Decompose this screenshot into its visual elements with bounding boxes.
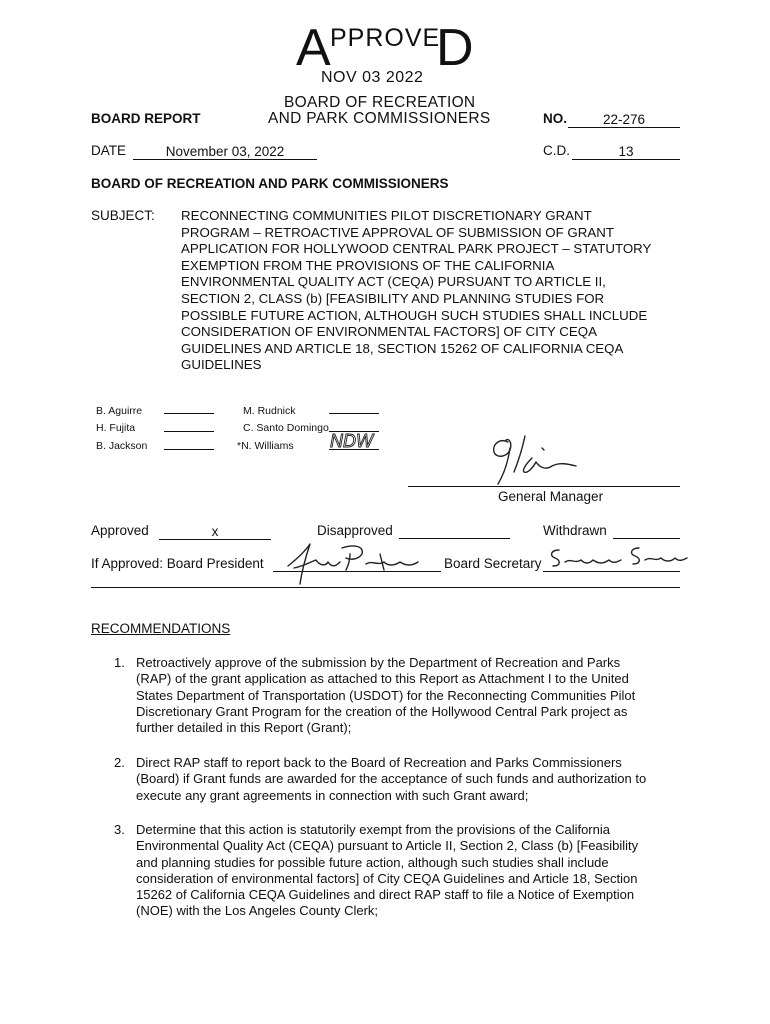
recommendation-item xyxy=(114,755,680,804)
subject-line: CONSIDERATION OF ENVIRONMENTAL FACTORS] OF CITY CEQA xyxy=(181,324,597,340)
approved-label: Approved xyxy=(91,523,149,538)
subject-line: EXEMPTION FROM THE PROVISIONS OF THE CALIFORNIA xyxy=(181,257,555,273)
recommendation-number: 3. xyxy=(114,822,125,837)
recommendation-line: further detailed in this Report (Grant); xyxy=(136,720,352,736)
general-manager-line xyxy=(408,486,680,487)
report-number-value: 22-276 xyxy=(568,112,680,128)
recommendation-line: (NOE) with the Los Angeles County Clerk; xyxy=(136,903,379,919)
recommendation-line: States Department of Transportation (USDOT) for the Reconnecting Communities Pilot xyxy=(136,687,636,703)
stamp-board-line1: BOARD OF RECREATION xyxy=(284,94,476,111)
commissioner-rudnick: M. Rudnick xyxy=(243,405,296,417)
recommendation-line: Environmental Quality Act (CEQA) pursuant to Article II, Section 2, Class (b) [Feasibility xyxy=(136,838,639,854)
subject-line: POSSIBLE FUTURE ACTION, ALTHOUGH SUCH STUDIES SHALL INCLUDE xyxy=(181,307,648,323)
disapproved-label: Disapproved xyxy=(317,523,393,538)
withdrawn-label: Withdrawn xyxy=(543,523,607,538)
vote-blank xyxy=(164,431,214,432)
general-manager-label: General Manager xyxy=(498,489,604,504)
board-secretary-label: Board Secretary xyxy=(444,556,542,571)
recommendation-line: consideration of environmental factors] of City CEQA Guidelines and Article 18, Section xyxy=(136,870,638,886)
board-title: BOARD OF RECREATION AND PARK COMMISSIONERS xyxy=(91,176,449,191)
commissioner-santo-domingo: C. Santo Domingo xyxy=(243,422,329,434)
date-label: DATE xyxy=(91,143,127,158)
recommendation-line: Direct RAP staff to report back to the Board of Recreation and Parks Commissioners xyxy=(136,755,622,770)
williams-initials-signature xyxy=(327,428,385,452)
recommendation-number: 1. xyxy=(114,655,125,670)
approved-middle-letters: PPROVE xyxy=(330,24,441,52)
board-president-label: If Approved: Board President xyxy=(91,556,264,571)
board-secretary-signature xyxy=(545,542,693,576)
subject-label: SUBJECT: xyxy=(91,208,155,223)
stamp-board-line2: AND PARK COMMISSIONERS xyxy=(268,110,491,127)
recommendation-line: (Board) if Grant funds are awarded for the acceptance of such funds and authorization to xyxy=(136,771,647,787)
report-number-label: NO. xyxy=(543,111,568,126)
subject-line: GUIDELINES xyxy=(181,357,262,373)
stamp-date: NOV 03 2022 xyxy=(321,69,424,86)
withdrawn-blank xyxy=(613,538,680,539)
recommendation-line: Determine that this action is statutorily exempt from the provisions of the California xyxy=(136,822,610,837)
recommendation-line: Retroactively approve of the submission by the Department of Recreation and Parks xyxy=(136,655,621,670)
recommendation-line: Discretionary Grant Program for the creation of the Hollywood Central Park project as xyxy=(136,703,628,719)
cd-value: 13 xyxy=(572,144,680,160)
vote-blank xyxy=(164,449,214,450)
recommendation-line: and planning studies for possible future action, although such studies shall include xyxy=(136,854,609,870)
subject-line: PROGRAM – RETROACTIVE APPROVAL OF SUBMISSION OF GRANT xyxy=(181,224,614,240)
recommendation-item xyxy=(114,822,680,920)
approved-mark: x xyxy=(159,524,271,540)
cd-label: C.D. xyxy=(543,143,570,158)
subject-line: ENVIRONMENTAL QUALITY ACT (CEQA) PURSUANT TO ARTICLE II, xyxy=(181,274,606,290)
subject-line: APPLICATION FOR HOLLYWOOD CENTRAL PARK PROJECT – STATUTORY xyxy=(181,241,652,257)
board-president-signature xyxy=(280,536,440,588)
vote-blank xyxy=(164,413,214,414)
date-value: November 03, 2022 xyxy=(133,144,317,160)
commissioner-williams: *N. Williams xyxy=(237,440,294,452)
williams-initials-text: NDW xyxy=(330,431,373,451)
subject-line: GUIDELINES AND ARTICLE 18, SECTION 15262 OF CALIFORNIA CEQA xyxy=(181,340,624,356)
subject-line: RECONNECTING COMMUNITIES PILOT DISCRETIONARY GRANT xyxy=(181,208,592,223)
approved-last-letter: D xyxy=(436,19,473,77)
recommendation-line: execute any grant agreements in connection with such Grant award; xyxy=(136,787,529,803)
recommendation-line: 15262 of California CEQA Guidelines and direct RAP staff to file a Notice of Exemption xyxy=(136,887,635,903)
approved-first-letter: A xyxy=(296,19,330,77)
recommendations-heading: RECOMMENDATIONS xyxy=(91,621,231,636)
recommendation-item xyxy=(114,655,680,736)
commissioner-fujita: H. Fujita xyxy=(96,422,136,434)
general-manager-signature xyxy=(470,428,600,490)
recommendation-line: (RAP) of the grant application as attached to this Report as Attachment I to the United xyxy=(136,671,629,687)
subject-text xyxy=(181,208,680,374)
section-divider xyxy=(91,587,680,588)
recommendation-number: 2. xyxy=(114,755,125,770)
commissioner-aguirre: B. Aguirre xyxy=(96,405,143,417)
vote-blank xyxy=(329,413,379,414)
commissioner-jackson: B. Jackson xyxy=(96,440,148,452)
board-report-label: BOARD REPORT xyxy=(91,111,201,126)
subject-line: SECTION 2, CLASS (b) [FEASIBILITY AND PLANNING STUDIES FOR xyxy=(181,290,605,306)
